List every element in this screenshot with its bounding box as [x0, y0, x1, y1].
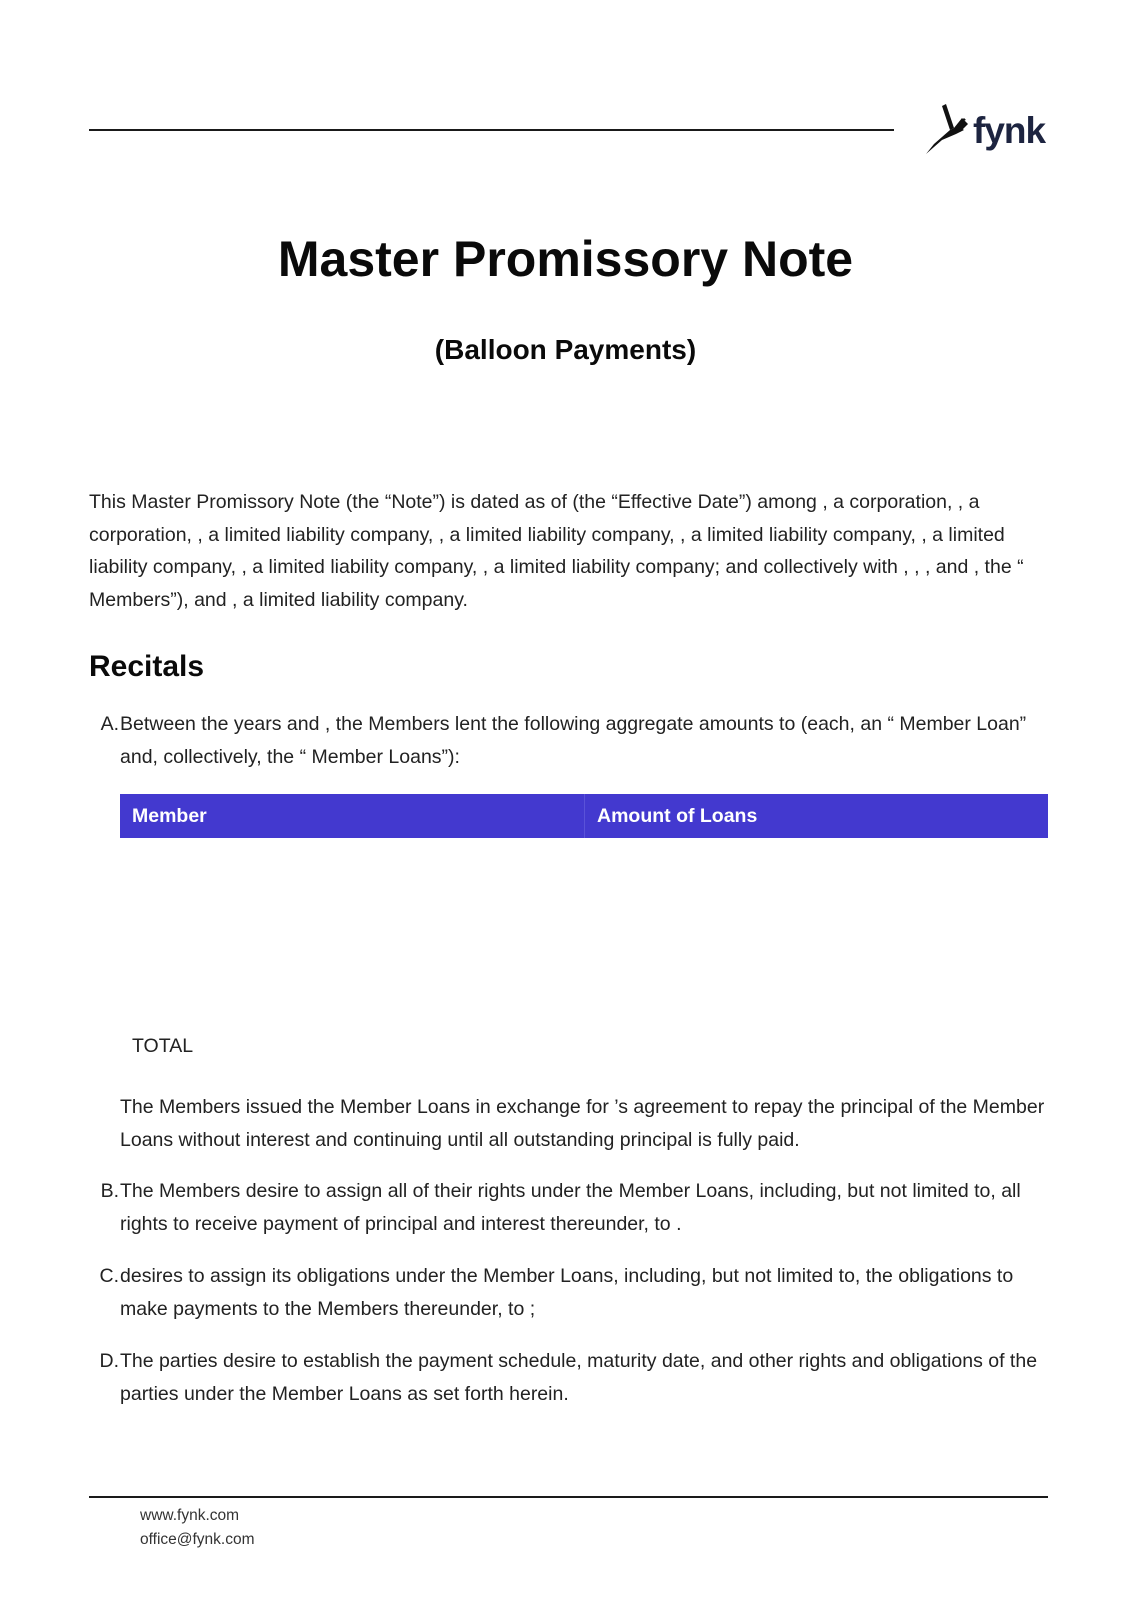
column-header-member: Member	[120, 794, 585, 838]
recital-text: The Members desire to assign all of their rights under the Member Loans, including, but not limited to, all rights to receive payment of principal and interest thereunder, to .	[120, 1180, 1021, 1235]
member-loans-exchange-paragraph: The Members issued the Member Loans in exchange for ’s agreement to repay the principal of the Member Loans without interest and continuing until all outstanding principal is fully paid.	[120, 1096, 1045, 1151]
recital-item-a	[89, 708, 1049, 773]
fynk-bird-logo-icon	[920, 104, 972, 160]
recital-text: desires to assign its obligations under the Member Loans, including, but not limited to, the obligations to make payments to the Members thereunder, to ;	[120, 1265, 1014, 1320]
recital-marker: C.	[99, 1265, 119, 1287]
document-subtitle: (Balloon Payments)	[434, 334, 697, 365]
recital-marker: A.	[100, 713, 119, 735]
intro-paragraph: This Master Promissory Note (the “Note”) is dated as of (the “Effective Date”) among , a corporation, , a corporation, , a limited liability company, , a limited liability company, , a limited liability company, , a limited liability company, , a limited liability company, , a limited liability company; and collectively with , , , and , the “ Members”), and , a limited liability company.	[89, 491, 1024, 611]
recitals-heading: Recitals	[89, 650, 205, 683]
footer-email-link[interactable]: office@fynk.com	[140, 1531, 255, 1548]
footer-divider	[89, 1496, 1048, 1498]
member-loans-table	[120, 794, 1048, 838]
recital-text: Between the years and , the Members lent the following aggregate amounts to (each, an “ Member Loan” and, collectively, the “ Member Loans”):	[120, 713, 1027, 768]
recital-marker: B.	[100, 1180, 119, 1202]
recital-marker: D.	[99, 1350, 119, 1372]
brand-name: fynk	[973, 110, 1046, 151]
recital-text: The parties desire to establish the payment schedule, maturity date, and other rights and obligations of the parties under the Member Loans as set forth herein.	[120, 1350, 1038, 1405]
recital-item-b	[89, 1175, 1049, 1240]
table-total-label: TOTAL	[132, 1035, 194, 1057]
footer-website-link[interactable]: www.fynk.com	[140, 1507, 240, 1524]
recital-item-c	[89, 1260, 1049, 1325]
recital-item-d	[89, 1345, 1049, 1410]
brand-logo	[920, 104, 1050, 160]
table-header-row	[120, 794, 1048, 838]
column-header-amount: Amount of Loans	[585, 794, 1049, 838]
document-title: Master Promissory Note	[277, 231, 854, 287]
header-divider	[89, 129, 894, 131]
